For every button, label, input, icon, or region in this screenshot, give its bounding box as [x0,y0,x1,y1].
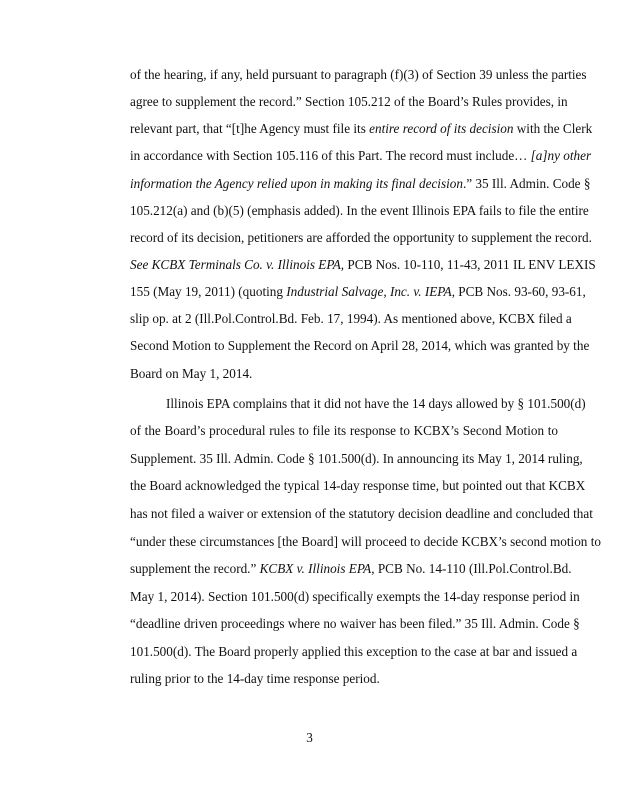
text-segment: slip op. at 2 (Ill.Pol.Control.Bd. Feb. 17, 1994). As mentioned above, KCBX filed a [130,311,572,326]
text-segment: relevant part, that “[t]he Agency must file its [130,121,370,136]
text-segment: agree to supplement the record.” Section 105.212 of the Board’s Rules provides, in [130,94,568,109]
text-line [130,121,593,137]
text-segment: in accordance with Section 105.116 of this Part. The record must include… [130,148,531,163]
text-line [130,506,593,522]
text-line [130,616,580,632]
text-line [130,451,583,467]
text-segment: 105.212(a) and (b)(5) (emphasis added). In the event Illinois EPA fails to file the entire [130,203,589,218]
page-number: 3 [306,730,313,745]
text-segment: PCB Nos. 10-110, 11-43, 2011 IL ENV LEXIS [344,257,596,272]
text-segment: , PCB Nos. 93-60, 93-61, [451,284,586,299]
text-line [130,94,568,110]
text-segment: 101.500(d). The Board properly applied this exception to the case at bar and issued a [130,644,578,659]
text-line [130,534,601,550]
text-segment: 155 (May 19, 2011) (quoting [130,284,287,299]
text-segment: Illinois EPA complains that it did not have the 14 days allowed by § 101.500(d) [166,396,586,411]
text-segment: the Board acknowledged the typical 14-day response time, but pointed out that KCBX [130,478,586,493]
text-segment: Board on May 1, 2014. [130,366,253,381]
text-segment: of the Board’s procedural rules to file its response to KCBX’s Second Motion to [130,423,558,438]
text-line [130,176,591,192]
text-line [130,203,589,219]
text-segment: record of its decision, petitioners are afforded the opportunity to supplement the record. [130,230,592,245]
text-line [130,561,572,577]
italic-citation: KCBX v. Illinois EPA [259,561,372,576]
italic-citation: information the Agency relied upon in making its final decision [130,176,463,191]
text-segment: “deadline driven proceedings where no waiver has been filed.” 35 Ill. Admin. Code § [130,616,580,631]
text-line [130,644,578,660]
text-line [130,478,586,494]
text-segment: with the Clerk [513,121,593,136]
text-line [166,396,586,412]
text-segment: “under these circumstances [the Board] will proceed to decide KCBX’s second motion to [130,534,601,549]
text-line [130,284,586,300]
text-line [130,671,558,687]
text-segment: .” 35 Ill. Admin. Code § [462,176,591,191]
text-line [130,311,572,327]
italic-citation: See KCBX Terminals Co. v. Illinois EPA, [130,257,345,272]
text-line [130,230,592,246]
text-line [130,589,580,605]
text-line [130,338,590,354]
italic-citation: Industrial Salvage, Inc. v. IEPA [286,284,452,299]
text-segment: May 1, 2014). Section 101.500(d) specifically exempts the 14-day response period in [130,589,580,604]
text-segment: has not filed a waiver or extension of the statutory decision deadline and concluded that [130,506,593,521]
text-segment: supplement the record.” [130,561,260,576]
text-line [130,148,592,164]
text-line [130,67,587,83]
text-line [130,366,558,382]
text-segment: ruling prior to the 14-day time response period. [130,671,380,686]
italic-citation: entire record of its decision [369,121,514,136]
text-line [130,423,558,439]
text-segment: Supplement. 35 Ill. Admin. Code § 101.500(d). In announcing its May 1, 2014 ruling, [130,451,583,466]
text-segment: Second Motion to Supplement the Record on April 28, 2014, which was granted by the [130,338,590,353]
text-segment: of the hearing, if any, held pursuant to paragraph (f)(3) of Section 39 unless the parties [130,67,587,82]
italic-citation: [a]ny other [530,148,592,163]
text-line [130,257,596,273]
text-segment: , PCB No. 14-110 (Ill.Pol.Control.Bd. [371,561,572,576]
